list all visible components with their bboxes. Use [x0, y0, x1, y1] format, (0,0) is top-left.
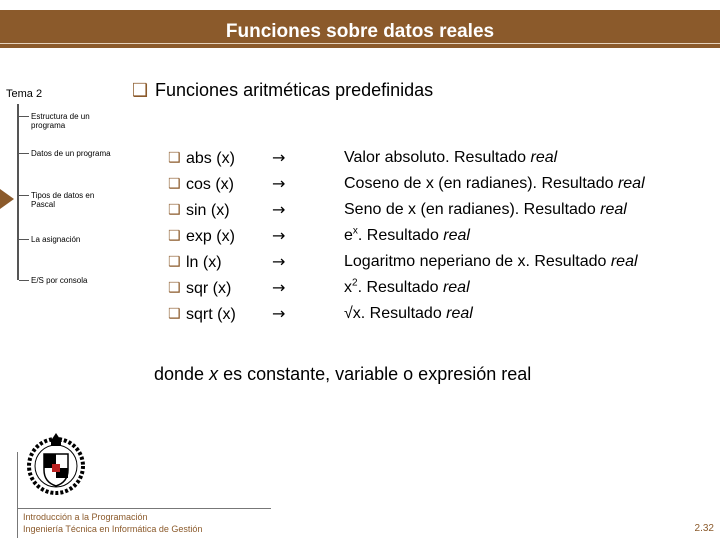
arrow-right-icon: →	[272, 174, 286, 193]
description-item	[344, 145, 645, 171]
description-item	[344, 249, 645, 275]
description-text: Coseno de x (en radianes). Resultado	[344, 175, 618, 192]
bullet-icon: ❑	[168, 280, 181, 296]
function-name: sqrt (x)	[186, 306, 236, 323]
list-item	[168, 197, 236, 223]
university-crest-icon	[26, 430, 86, 498]
footer-course-info	[23, 511, 202, 535]
function-name: ln (x)	[186, 254, 222, 271]
sidebar-item-label: E/S por consola	[31, 276, 88, 285]
description-text: . Resultado	[357, 279, 443, 296]
footer-divider-vertical	[17, 452, 18, 538]
sidebar-item-label: La asignación	[31, 235, 81, 244]
function-name: exp (x)	[186, 228, 235, 245]
description-type: real	[617, 175, 645, 192]
function-name: sin (x)	[186, 202, 230, 219]
sidebar-item-label: Tipos de datos en Pascal	[31, 191, 95, 209]
footer-line-1: Introducción a la Programación	[23, 512, 148, 522]
description-type: real	[443, 227, 470, 244]
page-title: Funciones sobre datos reales	[225, 21, 495, 42]
sidebar-tema-label: Tema 2	[6, 88, 43, 100]
description-item	[344, 223, 645, 249]
description-exponent: x	[352, 225, 358, 237]
current-section-marker-icon	[0, 189, 14, 209]
description-base: e	[344, 227, 353, 244]
sidebar-item-label: Datos de un programa	[31, 149, 111, 158]
sidebar-line	[17, 104, 19, 280]
list-item	[168, 249, 236, 275]
description-type: real	[530, 149, 558, 166]
arrow-right-icon: →	[272, 200, 286, 219]
section-heading-text: Funciones aritméticas predefinidas	[155, 80, 434, 100]
description-list	[344, 145, 645, 327]
arrow-right-icon: →	[272, 304, 286, 323]
list-item	[168, 145, 236, 171]
description-base: √x	[344, 305, 361, 322]
description-item	[344, 197, 645, 223]
bullet-icon: ❑	[168, 228, 181, 244]
list-item	[168, 275, 236, 301]
arrow-right-icon: →	[272, 278, 286, 297]
bullet-icon: ❑	[168, 254, 181, 270]
bullet-icon: ❑	[132, 80, 149, 101]
arrow-right-icon: →	[272, 148, 286, 167]
page-number: 2.32	[694, 523, 714, 534]
description-type: real	[442, 279, 470, 296]
description-type: real	[600, 201, 627, 218]
arrow-right-icon: →	[272, 252, 286, 271]
list-item	[168, 223, 236, 249]
description-item	[344, 275, 645, 301]
description-text: Seno de x (en radianes). Resultado	[344, 201, 601, 218]
list-item	[168, 301, 236, 327]
description-type: real	[446, 305, 473, 322]
description-item	[344, 171, 645, 197]
description-base: x	[344, 279, 352, 296]
description-exponent: 2	[352, 277, 358, 289]
function-name: sqr (x)	[186, 280, 232, 297]
function-list	[168, 145, 236, 327]
sidebar-item-label: Estructura de un programa	[31, 112, 90, 130]
list-item	[168, 171, 236, 197]
description-type: real	[610, 253, 638, 270]
description-text: . Resultado	[360, 305, 447, 322]
bullet-icon: ❑	[168, 202, 181, 218]
arrow-column	[272, 145, 285, 327]
note-text: donde x es constante, variable o expresión real	[154, 364, 532, 384]
function-name: cos (x)	[186, 176, 234, 193]
footer-divider-horizontal	[17, 508, 271, 509]
footer-line-2: Ingeniería Técnica en Informática de Gestión	[23, 524, 203, 534]
arrow-right-icon: →	[272, 226, 286, 245]
function-name: abs (x)	[186, 150, 235, 167]
description-text: Valor absoluto. Resultado	[344, 149, 531, 166]
bullet-icon: ❑	[168, 306, 181, 322]
description-text: . Resultado	[357, 227, 444, 244]
bullet-icon: ❑	[168, 150, 181, 166]
description-item	[344, 301, 645, 327]
section-heading	[132, 80, 433, 101]
description-text: Logaritmo neperiano de x. Resultado	[344, 253, 611, 270]
bullet-icon: ❑	[168, 176, 181, 192]
